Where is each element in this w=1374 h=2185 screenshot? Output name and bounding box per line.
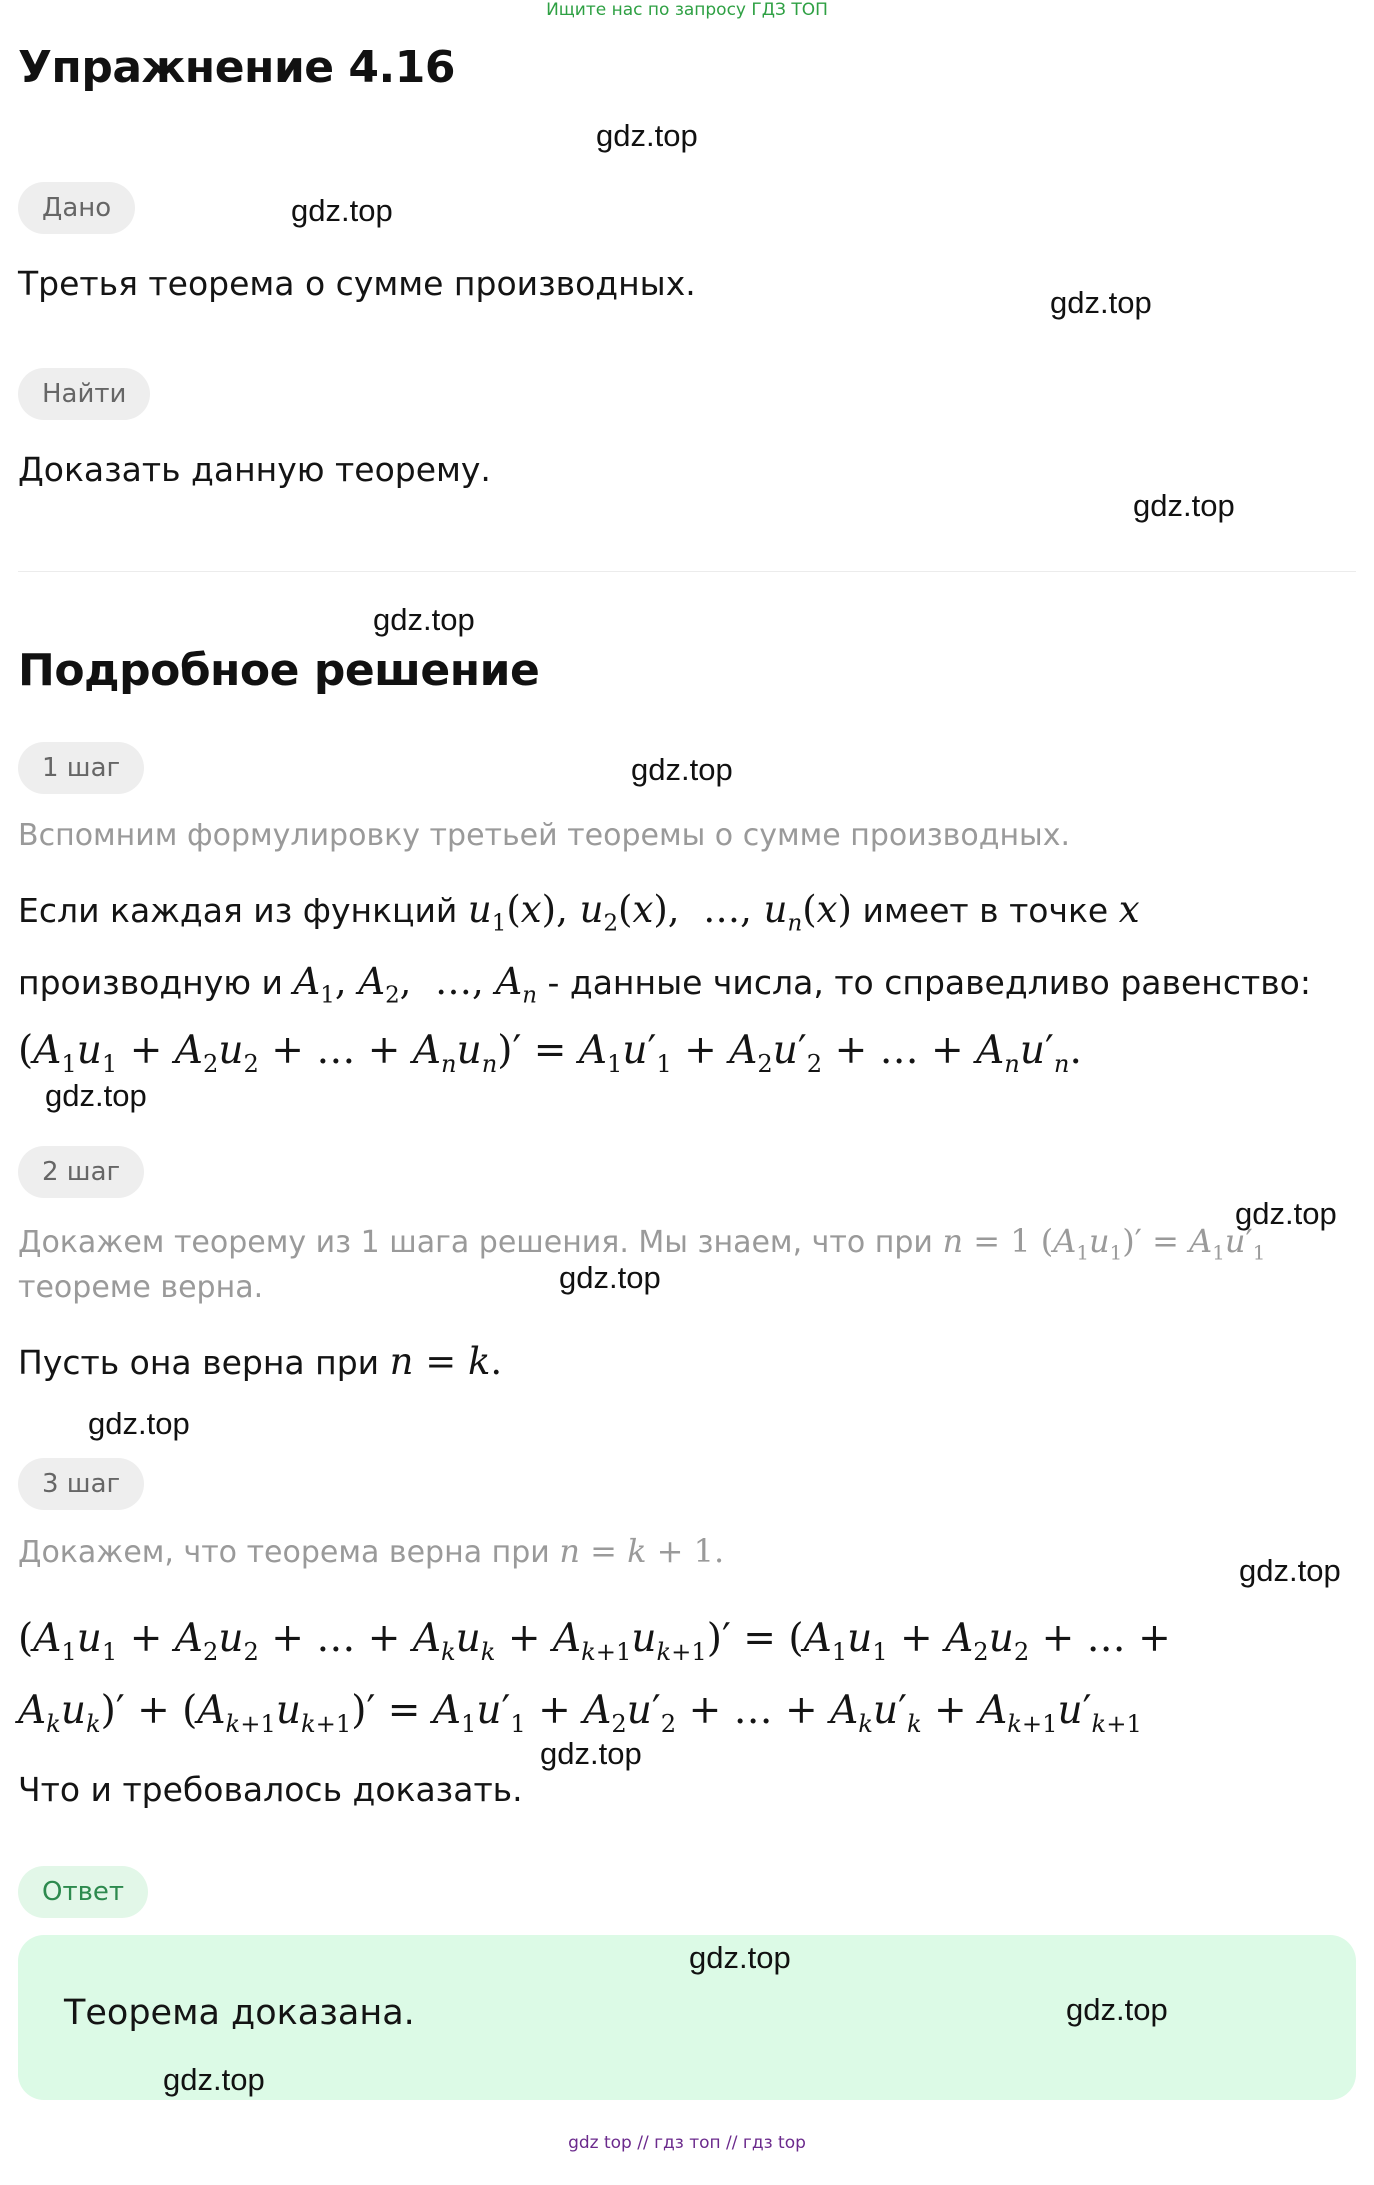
step-1-line-2-text-a: производную и [18,963,283,1002]
page-title: Упражнение 4.16 [18,42,455,93]
step-3-hint [18,1532,724,1570]
step-1-numbers-formula: $A_1$, $A_2$, …, $A_n$ [293,960,537,1009]
step-1-functions-formula: $u_1(x)$, $u_2(x)$, …, $u_n(x)$ [467,888,852,937]
step-1-point-x: x [1118,888,1140,931]
step-3-formula-line-1: ($A_1u_1 + A_2u_2$ + … + $A_ku_k + A_{k+1}u_{k+1})' = (A_1u_1 + A_2u_2$ + … + [18,1616,1171,1666]
watermark: gdz.top [596,118,698,153]
step-1-hint: Вспомним формулировку третьей теоремы о сумме производных. [18,818,1071,853]
step-2-hint-line-1 [18,1222,1266,1265]
step-1-line-1 [18,888,1140,937]
step-1-badge: 1 шаг [18,742,144,794]
step-3-formula-line-2: $A_ku_k)' + (A_{k+1}u_{k+1})' = A_1u'_1 + A_2u'_2$ + … + $A_ku'_k + A_{k+1}u'_{k+1}$ [18,1688,1142,1738]
step-1-line-2 [18,960,1311,1009]
watermark: gdz.top [1235,1196,1337,1231]
step-2-assumption-formula: n = k. [389,1340,503,1383]
watermark: gdz.top [559,1260,661,1295]
step-1-equality-formula: ($A_1u_1 + A_2u_2$ + … + $A_nu_n)' = A_1u'_1 + A_2u'_2$ + … + $A_nu'_n$. [18,1028,1082,1078]
solution-title: Подробное решение [18,645,540,696]
step-1-line-2-text-b: - данные числа, то справедливо равенство: [547,963,1311,1002]
watermark: gdz.top [373,602,475,637]
step-3-conclusion: Что и требовалось доказать. [18,1770,523,1809]
step-3-badge: 3 шаг [18,1458,144,1510]
watermark: gdz.top [689,1940,791,1975]
step-3-hint-text: Докажем, что теорема верна при [18,1535,550,1570]
given-text: Третья теорема о сумме производных. [18,264,696,303]
watermark: gdz.top [1133,488,1235,523]
watermark: gdz.top [45,1078,147,1113]
watermark: gdz.top [88,1406,190,1441]
step-2-assumption [18,1340,502,1383]
watermark: gdz.top [1066,1992,1168,2027]
watermark: gdz.top [631,752,733,787]
find-badge: Найти [18,368,150,420]
step-2-hint-text-a: Докажем теорему из 1 шага решения. Мы знаем, что при [18,1225,933,1260]
watermark: gdz.top [1239,1553,1341,1588]
step-2-base-case-formula: n = 1 $(A_1u_1)' = A_1u'_1$ [942,1222,1266,1265]
find-text: Доказать данную теорему. [18,450,491,489]
watermark: gdz.top [163,2062,265,2097]
step-1-line-1-text-b: имеет в точке [862,891,1109,930]
step-2-hint-line-2: теореме верна. [18,1270,264,1305]
top-banner: Ищите нас по запросу ГДЗ ТОП [546,0,828,20]
step-1-line-1-text-a: Если каждая из функций [18,891,458,930]
section-divider [18,571,1356,572]
step-3-hint-formula: n = k + 1. [559,1532,725,1570]
answer-text: Теорема доказана. [64,1993,415,2033]
step-2-assumption-text: Пусть она верна при [18,1343,380,1382]
step-2-badge: 2 шаг [18,1146,144,1198]
footer: gdz top // гдз топ // гдз top [568,2133,806,2153]
answer-badge: Ответ [18,1866,148,1918]
given-badge: Дано [18,182,135,234]
watermark: gdz.top [291,193,393,228]
watermark: gdz.top [540,1736,642,1771]
watermark: gdz.top [1050,285,1152,320]
